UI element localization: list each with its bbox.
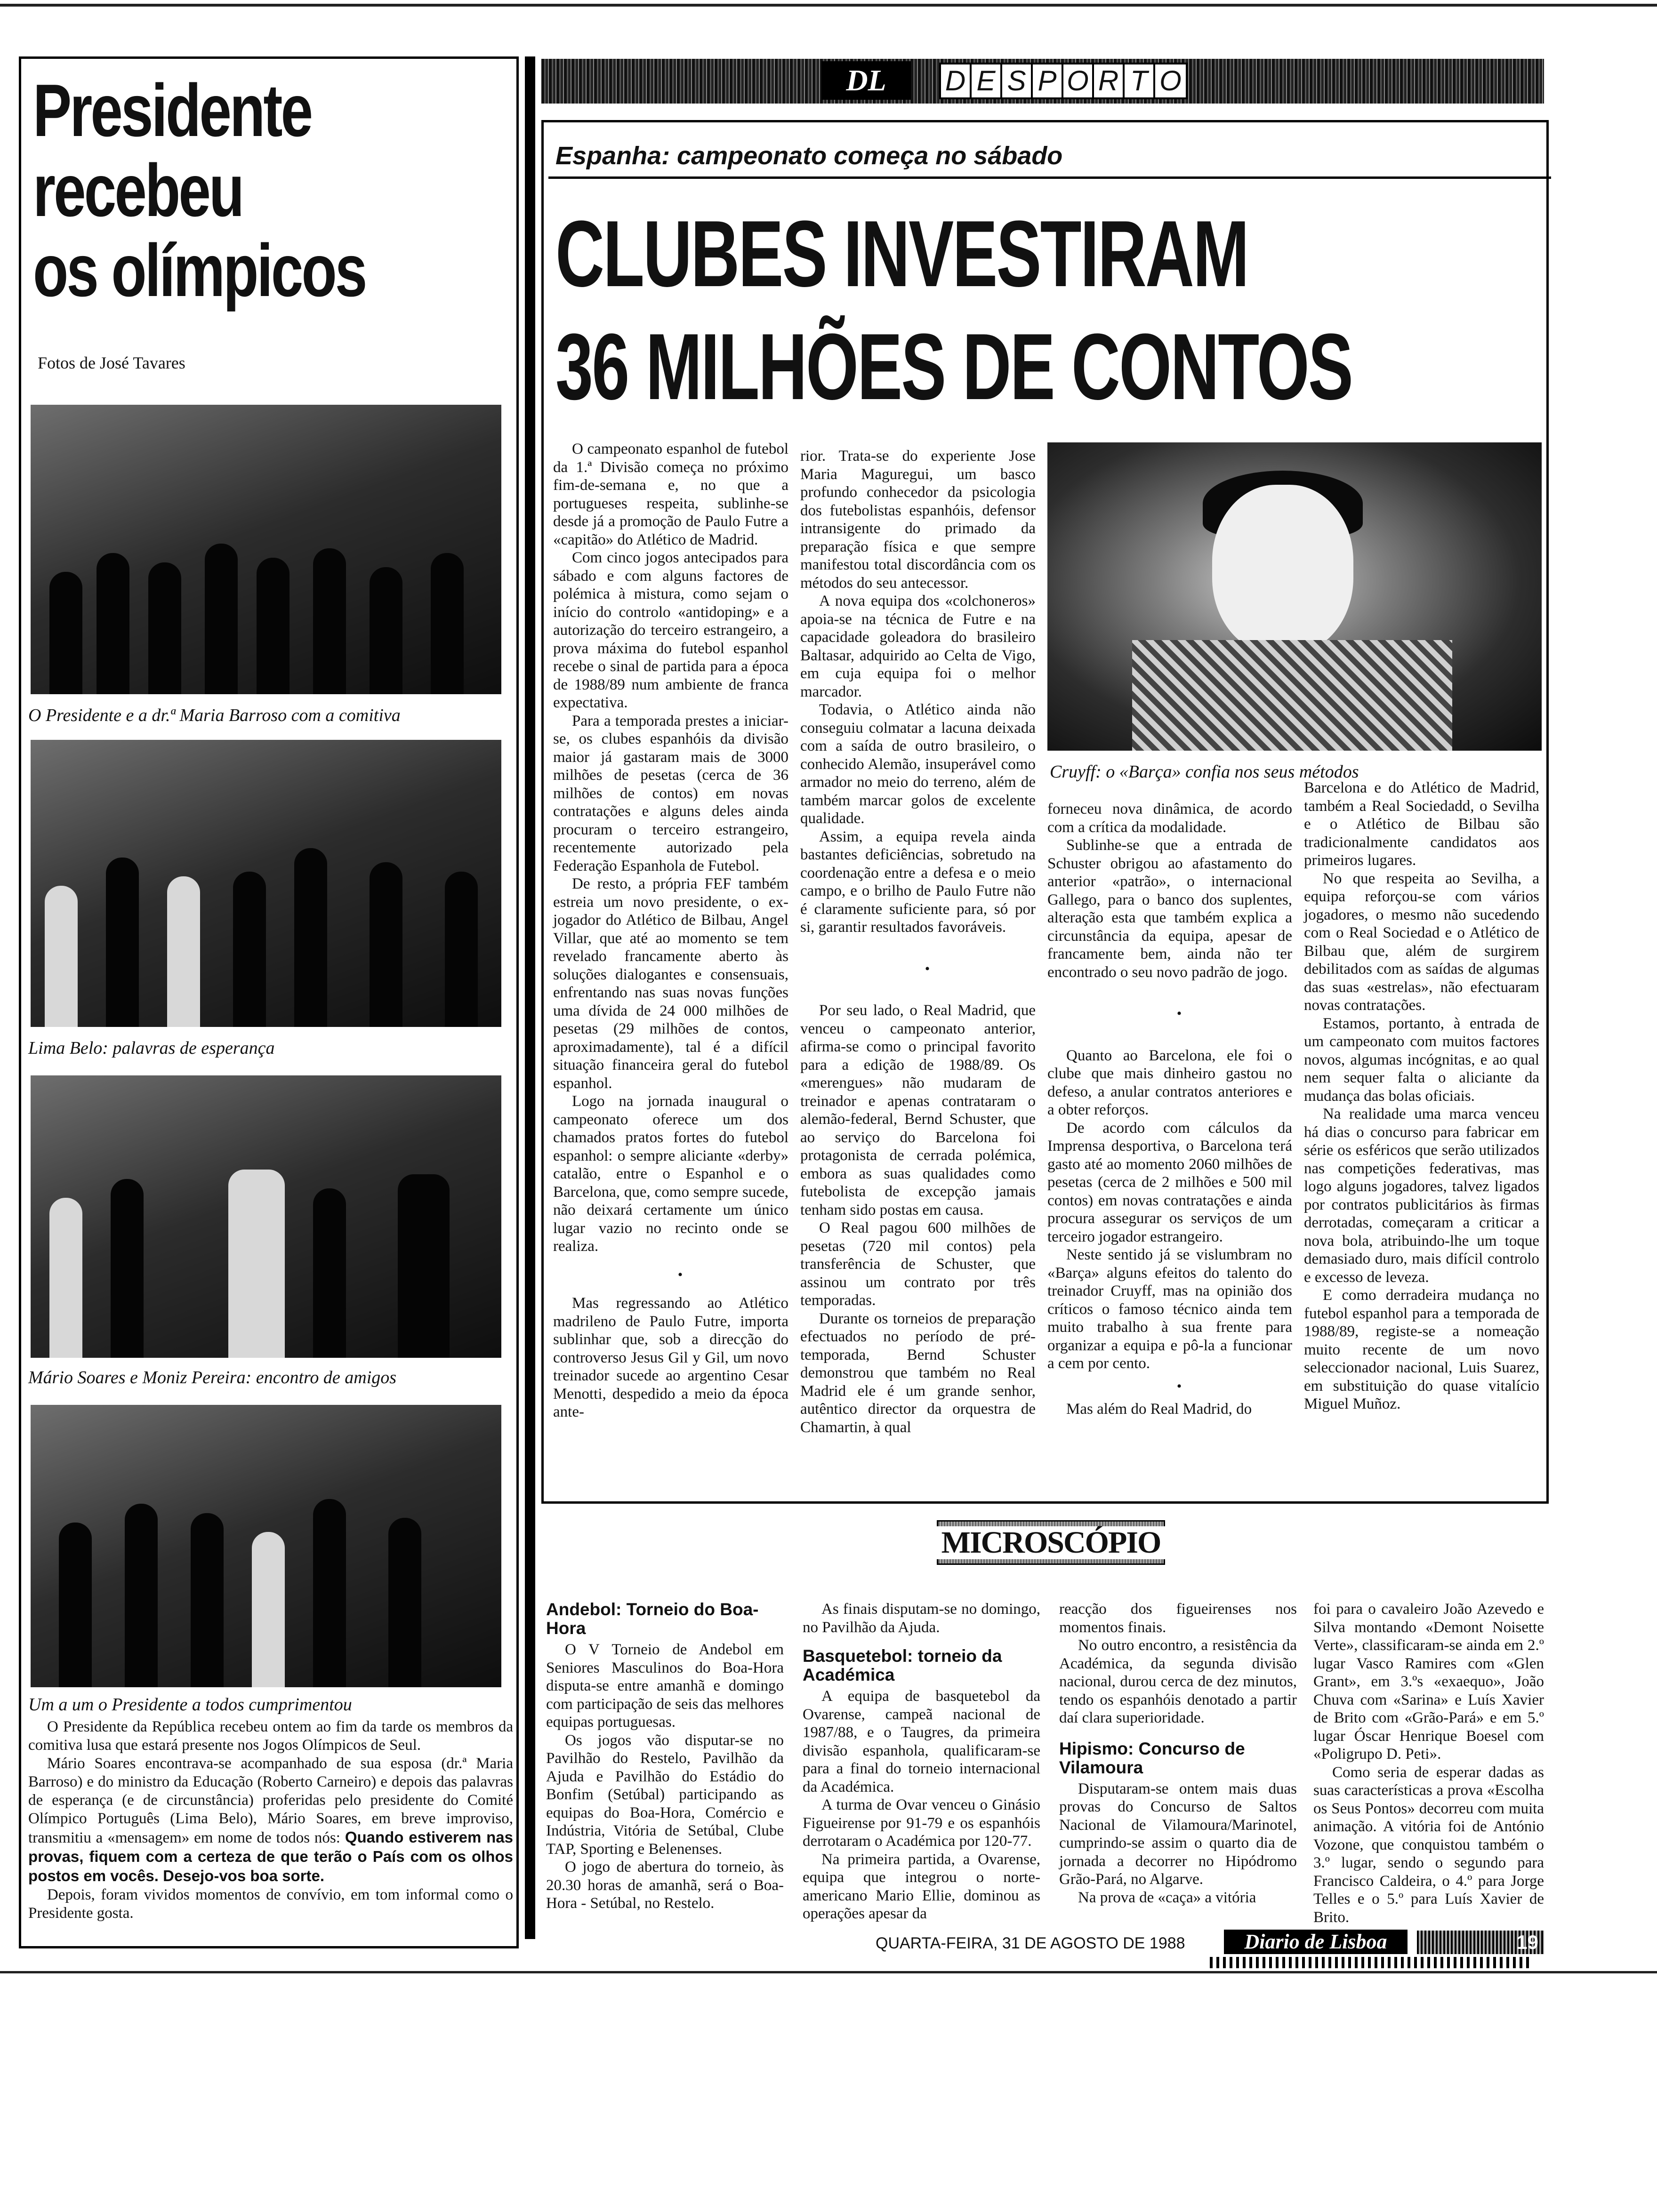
photo-caption: Mário Soares e Moniz Pereira: encontro de amigos bbox=[28, 1368, 397, 1387]
paragraph: O Real pagou 600 milhões de pesetas (720 mil contos) pela transferência de Schuster, que assinou um contrato por três temporadas. bbox=[800, 1219, 1036, 1309]
photo-soares-moniz bbox=[31, 1075, 501, 1358]
paragraph: Neste sentido já se vislumbram no «Barça» alguns efeitos do talento do treinador Cruyff, mas na opinião dos críticos o famoso técnico ainda tem muito trabalho à sua frente para organizar a equipa e pô-la a funcionar a cem por cento. bbox=[1047, 1246, 1292, 1372]
section-letter: O bbox=[1159, 65, 1182, 96]
paragraph: A nova equipa dos «colchoneros» apoia-se na técnica de Futre e na capacidade goleadora do brasileiro Baltasar, adquirido ao Celta de Vigo, em cuja equipa foi o melhor marcador. bbox=[800, 593, 1036, 700]
paragraph: As finais disputam-se no domingo, no Pavilhão da Ajuda. bbox=[803, 1601, 1040, 1636]
microscopio-title: MICROSCÓPIO bbox=[937, 1526, 1166, 1559]
section-letter: E bbox=[972, 64, 1002, 97]
photo-caption: Lima Belo: palavras de esperança bbox=[28, 1038, 275, 1058]
left-headline-line: Presidente bbox=[33, 69, 312, 152]
paragraph: rior. Trata-se do experiente Jose Maria Maguregui, um basco profundo conhecedor da psicologia dos futebolistas espanhóis, defensor intransigente do primado da preparação física e que sempre manifestou total discordância com os métodos do seu antecessor. bbox=[800, 448, 1036, 592]
micro-column-4 bbox=[1313, 1600, 1544, 1926]
paragraph: Como seria de esperar dadas as suas características a prova «Escolha os Seus Pontos» decorreu com muita animação. A vitória foi de António Vozone, que conquistou também o 3.º lugar, sendo o segundo para Francisco Caldeira, o 4.º para Jorge Telles e o 5.º para Luís Xavier de Brito. bbox=[1313, 1763, 1544, 1926]
paragraph: Os jogos vão disputar-se no Pavilhão do Restelo, Pavilhão da Ajuda e Pavilhão do Estádio do Bonfim (Setúbal) participando as equipas do Boa-Hora, Comércio e Indústria, Vitória de Setúbal, Clube TAP, Sporting e Belenenses. bbox=[546, 1731, 784, 1858]
bottom-rule bbox=[0, 1971, 1657, 1973]
paragraph: De acordo com cálculos da Imprensa desportiva, o Barcelona terá gasto até ao momento 2060 milhões de pesetas (cerca de 2 milhões e 500 mil contos) em novas contratações e ainda procura assegurar os serviços de um terceiro jogador estrangeiro. bbox=[1047, 1119, 1292, 1245]
paragraph: Barcelona e do Atlético de Madrid, também a Real Sociedadd, o Sevilha e o Atlético de Bilbau são tradicionalmente candidatos aos primeiros lugares. bbox=[1304, 779, 1539, 869]
photo-figure bbox=[148, 562, 181, 694]
paragraph: E como derradeira mudança no futebol espanhol para a temporada de 1988/89, registe-se a nomeação muito recente de um novo seleccionador nacional, Luis Suarez, em substituição do quase vitalício Miguel Muñoz. bbox=[1304, 1287, 1539, 1412]
section-letter: S bbox=[1002, 64, 1033, 97]
paragraph: No outro encontro, a resistência da Académica, da segunda divisão nacional, durou cerca de dez minutos, tendo os espanhóis denotado a partir daí clara superioridade. bbox=[1059, 1637, 1297, 1726]
photo-figure bbox=[445, 872, 478, 1027]
paragraph: reacção dos figueirenses nos momentos finais. bbox=[1059, 1601, 1297, 1636]
article-headline bbox=[555, 198, 1352, 424]
paragraph-text: Mário Soares encontrava-se acompanhado de sua esposa (dr.ª Maria Barroso) e do ministro da Educação (Roberto Carneiro) e depois das palavras de esperança (e de circunstância) proferidas pelo presidente do Comité Olímpico Português (Lima Belo), Mário Soares, em breve improviso, transmitiu a «mensagem» em nome de todos nós: bbox=[28, 1755, 513, 1846]
photo-figure bbox=[370, 862, 402, 1027]
issue-date: QUARTA-FEIRA, 31 DE AGOSTO DE 1988 bbox=[876, 1934, 1185, 1952]
micro-heading-hipismo: Hipismo: Concurso de Vilamoura bbox=[1059, 1739, 1245, 1777]
photo-figure bbox=[167, 876, 200, 1027]
photo-figure bbox=[398, 1174, 450, 1358]
photo-figure bbox=[294, 848, 327, 1027]
paragraph-bold: Quando estiverem nas provas, fiquem com a certeza de que terão o País com os olhos postos em vocês. Desejo-vos boa sorte. bbox=[28, 1828, 514, 1884]
photo-figure bbox=[125, 1504, 158, 1687]
photo-figure bbox=[205, 544, 238, 694]
photo-figure bbox=[313, 1188, 346, 1358]
paragraph: O V Torneio de Andebol em Seniores Masculinos do Boa-Hora disputa-se entre amanhã e domingo com participação de seis das melhores equipas portuguesas. bbox=[546, 1641, 784, 1731]
photo-detail bbox=[1212, 485, 1353, 654]
column-divider bbox=[525, 56, 535, 1939]
paper-logo: DL bbox=[821, 61, 911, 100]
paragraph: Assim, a equipa revela ainda bastantes deficiências, sobretudo na coordenação entre a defesa e o meio campo, e o brilho de Paulo Futre não é claramente suficiente para, só por si, garantir resultados favoráveis. bbox=[800, 828, 1036, 936]
paragraph: Estamos, portanto, à entrada de um campeonato com muitos factores novos, algumas incógnitas, e ao qual nem sequer falta o aliciante da mudança das bolas oficiais. bbox=[1304, 1015, 1539, 1105]
photo-figure bbox=[431, 553, 464, 694]
paragraph: Na prova de «caça» a vitória bbox=[1078, 1889, 1256, 1906]
section-letter: O bbox=[1063, 64, 1094, 97]
top-rule bbox=[0, 4, 1657, 7]
bullet-separator: • bbox=[677, 1266, 683, 1282]
paragraph: Disputaram-se ontem mais duas provas do Concurso de Saltos Nacional de Vilamoura/Marinotel, cumprindo-se assim o quarto dia de jornada a decorrer no Hipódromo Grão-Pará, no Algarve. bbox=[1059, 1780, 1297, 1888]
paragraph: Durante os torneios de preparação efectuados no período de pré-temporada, Bernd Schuster demonstrou que também no Real Madrid ele é um grande senhor, autêntico director da orquestra de Chamartin, à qual bbox=[800, 1310, 1036, 1436]
photo-caption: O Presidente e a dr.ª Maria Barroso com a comitiva bbox=[28, 705, 401, 725]
article-column-3 bbox=[1047, 800, 1292, 1419]
left-headline bbox=[33, 71, 408, 311]
photo-figure bbox=[233, 872, 266, 1027]
photo-figure bbox=[191, 1513, 224, 1687]
bullet-separator: • bbox=[1176, 1006, 1182, 1021]
micro-column-3 bbox=[1059, 1600, 1297, 1907]
left-article-body bbox=[28, 1718, 513, 1923]
bullet-separator: • bbox=[1176, 1378, 1182, 1394]
paragraph: Por seu lado, o Real Madrid, que venceu o campeonato anterior, afirma-se como o principal favorito para a edição de 1988/89. Os «merengues» não mudaram de treinador e apenas contrataram o alemão-federal, Bernd Schuster, que ao serviço do Barcelona foi protagonista de cerrada polémica, embora as suas qualidades como futebolista de excepção jamais tenham sido postas em causa. bbox=[800, 1002, 1036, 1218]
photo-figure bbox=[49, 1198, 82, 1358]
paragraph: Na realidade uma marca venceu há dias o concurso para fabricar em série os esféricos que serão utilizados nas competições federativas, mas logo alguns jogadores, talvez ligados por contratos publicitários às firmas derrotadas, começaram a criticar a nova bola, atribuindo-lhe um toque demasiado duro, mais difícil controlo e excesso de leveza. bbox=[1304, 1106, 1539, 1286]
paragraph: Sublinhe-se que a entrada de Schuster obrigou ao afastamento do anterior «patrão», o internacional Gallego, para o banco dos suplentes, alteração esta que também explica a circunstância da equipa, apesar de francamente bem, ainda não ter encontrado o seu novo padrão de jogo. bbox=[1047, 837, 1292, 981]
photo-figure bbox=[388, 1518, 421, 1687]
bullet-separator: • bbox=[925, 961, 930, 977]
microscopio-banner bbox=[937, 1520, 1165, 1565]
photo-figure bbox=[45, 886, 78, 1027]
paragraph: O campeonato espanhol de futebol da 1.ª Divisão começa no próximo fim-de-semana e, no que a portugueses respeita, sublinhe-se desde já a promoção de Paulo Futre a «capitão» do Atlético de Madrid. bbox=[553, 441, 788, 548]
footer-dotted-band bbox=[1210, 1957, 1530, 1968]
article-column-2 bbox=[800, 447, 1036, 1436]
section-letter: D bbox=[941, 64, 972, 97]
paragraph bbox=[28, 1755, 513, 1886]
section-letter: T bbox=[1125, 64, 1155, 97]
micro-heading-andebol: Andebol: Torneio do Boa-Hora bbox=[546, 1600, 759, 1638]
paragraph: O Presidente da República recebeu ontem ao fim da tarde os membros da comitiva lusa que estará presente nos Jogos Olímpicos de Seul. bbox=[28, 1718, 513, 1754]
section-letter: P bbox=[1033, 64, 1063, 97]
photo-figure bbox=[97, 553, 129, 694]
micro-column-1 bbox=[546, 1600, 784, 1913]
photo-figure bbox=[370, 567, 402, 694]
paragraph: foi para o cavaleiro João Azevedo e Silva montando «Demont Noisette Verte», classificaram-se ainda em 2.º lugar Vasco Ramires com «Glen Grant», em 3.ºs «exaequo», João Chuva com «Sarina» e Luís Xavier de Brito com «Grão-Pará» e em 5.º lugar Óscar Henrique Boesel com «Poligrupo D. Peti». bbox=[1313, 1601, 1544, 1763]
photo-figure bbox=[313, 548, 346, 694]
left-headline-line: os olímpicos bbox=[33, 229, 366, 312]
paragraph: No que respeita ao Sevilha, a equipa reforçou-se com vários jogadores, o mesmo não sucedendo com o Real Sociedad e o Atlético de Bilbau que, além de surgirem debilitados com as saídas de algumas das suas «estrelas», não efectuaram novas contratações. bbox=[1304, 870, 1539, 1014]
paragraph: Logo na jornada inaugural o campeonato oferece um dos chamados pratos fortes do futebol espanhol: o sempre aliciante «derby» catalão, entre o Espanhol e o Barcelona, que, como sempre sucede, não deixará certamente um único lugar vazio no recinto onde se realiza. bbox=[553, 1093, 788, 1255]
headline-line: CLUBES INVESTIRAM bbox=[555, 201, 1248, 306]
paragraph: Quanto ao Barcelona, ele foi o clube que mais dinheiro gastou no defeso, a anular contratos anteriores e a obter reforços. bbox=[1047, 1047, 1292, 1118]
photo-figure bbox=[228, 1170, 285, 1358]
paragraph: Mas regressando ao Atlético madrileno de Paulo Futre, importa sublinhar que, sob a direcção do controverso Jesus Gil y Gil, um novo treinador sucede ao argentino Cesar Menotti, despedido a meio da época ante- bbox=[553, 1295, 788, 1420]
micro-column-2 bbox=[803, 1600, 1040, 1923]
photo-figure bbox=[49, 572, 82, 694]
photo-detail bbox=[1132, 640, 1452, 751]
photo-figure bbox=[106, 858, 139, 1027]
kicker-rule bbox=[548, 176, 1551, 179]
photo-figure bbox=[59, 1523, 92, 1687]
photo-president-delegation bbox=[31, 405, 501, 694]
paragraph: Para a temporada prestes a iniciar-se, os clubes espanhóis da divisão maior já gastaram mais de 3000 milhões de pesetas (cerca de 36 milhões de contos) em novas contratações e alguns deles ainda procuram o terceiro estrangeiro, recentemente autorizado pela Federação Espanhola de Futebol. bbox=[553, 712, 788, 874]
left-headline-line: recebeu bbox=[33, 149, 243, 232]
photo-figure bbox=[257, 558, 290, 694]
article-column-1 bbox=[553, 440, 788, 1421]
photo-lima-belo bbox=[31, 740, 501, 1027]
footer-paper-logo: Diario de Lisboa bbox=[1224, 1930, 1408, 1954]
paragraph: Depois, foram vividos momentos de convívio, em tom informal como o Presidente gosta. bbox=[28, 1886, 513, 1922]
paragraph: forneceu nova dinâmica, de acordo com a crítica da modalidade. bbox=[1047, 801, 1292, 836]
paragraph: Mas além do Real Madrid, do bbox=[1066, 1401, 1252, 1418]
photo-cruyff bbox=[1047, 442, 1542, 751]
paragraph: A equipa de basquetebol da Ovarense, campeã nacional de 1987/88, e o Taugres, da primeira divisão espanhola, qualificaram-se para a final do torneio internacional da Académica. bbox=[803, 1688, 1040, 1795]
photo-caption: Um a um o Presidente a todos cumprimentou bbox=[28, 1695, 352, 1715]
photo-caption: Cruyff: o «Barça» confia nos seus métodos bbox=[1050, 762, 1359, 782]
photo-credit: Fotos de José Tavares bbox=[38, 353, 185, 372]
paragraph: O jogo de abertura do torneio, às 20.30 horas de amanhã, será o Boa-Hora - Setúbal, no Restelo. bbox=[546, 1859, 784, 1912]
photo-figure bbox=[313, 1499, 346, 1687]
section-title bbox=[939, 63, 1188, 99]
article-column-4 bbox=[1304, 779, 1539, 1413]
headline-line: 36 MILHÕES DE CONTOS bbox=[555, 314, 1352, 419]
photo-handshakes bbox=[31, 1405, 501, 1687]
paragraph: Com cinco jogos antecipados para sábado e com alguns factores de polémica à mistura, como sejam o início do controlo «antidoping» e a autorização do terceiro estrangeiro, a prova máxima do futebol espanhol recebe o sinal de partida para a época de 1988/89 num ambiente de franca expectativa. bbox=[553, 549, 788, 711]
paragraph: Na primeira partida, a Ovarense, equipa que integrou o norte-americano Mario Ellie, dominou as operações apesar da bbox=[803, 1851, 1040, 1922]
micro-heading-basquetebol: Basquetebol: torneio da Académica bbox=[803, 1646, 1002, 1684]
article-kicker: Espanha: campeonato começa no sábado bbox=[555, 142, 1063, 170]
section-letter: R bbox=[1094, 64, 1125, 97]
paragraph: Todavia, o Atlético ainda não conseguiu colmatar a lacuna deixada com a saída de outro brasileiro, o conhecido Alemão, insuperável como armador no meio do terreno, além de também marcar golos de excelente qualidade. bbox=[800, 701, 1036, 827]
photo-figure bbox=[252, 1532, 285, 1687]
paragraph: De resto, a própria FEF também estreia um novo presidente, o ex-jogador do Atlético de Bilbau, Angel Villar, que até ao momento se tem revelado francamente aberto às soluções dialogantes e consensuais, enfrentando nas suas novas funções uma dívida de 24 000 milhões de pesetas (29 milhões de contos, aproximadamente), tal é a difícil situação financeira geral do futebol espanhol. bbox=[553, 875, 788, 1092]
page-number: 19 bbox=[1417, 1931, 1544, 1954]
photo-figure bbox=[111, 1179, 144, 1358]
paragraph: A turma de Ovar venceu o Ginásio Figueirense por 91-79 e os espanhóis derrotaram o Académica por 120-77. bbox=[803, 1796, 1040, 1850]
